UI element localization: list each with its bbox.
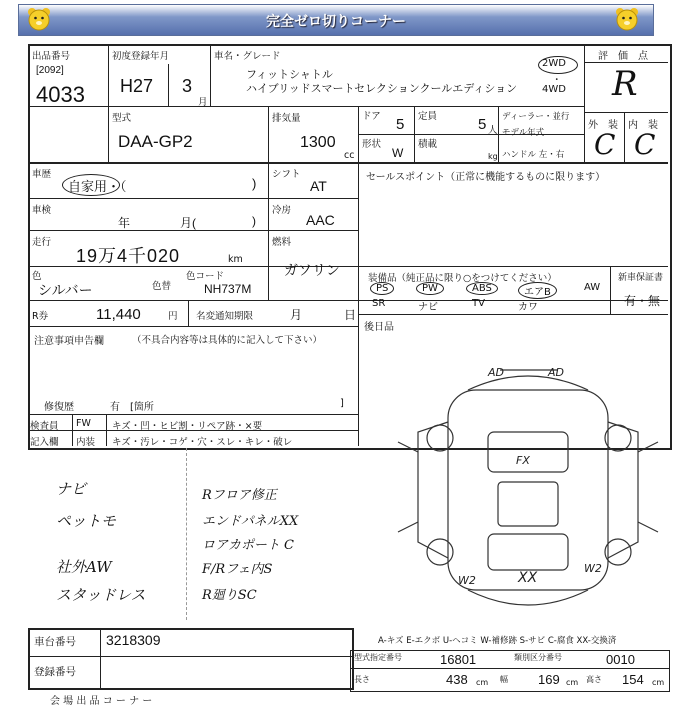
color-code: NH737M bbox=[204, 282, 252, 296]
inspection-year: 年 bbox=[118, 216, 131, 230]
mileage-unit: km bbox=[228, 254, 243, 265]
repair-close: ] bbox=[340, 398, 344, 409]
equipment-item: エアB bbox=[518, 282, 557, 299]
model-name-line1: フィットシャトル bbox=[246, 68, 333, 81]
notice-month: 月 bbox=[290, 308, 303, 322]
notice-day: 日 bbox=[344, 308, 357, 322]
doors-value: 5 bbox=[396, 116, 405, 133]
chassis-value: 3218309 bbox=[106, 632, 161, 648]
repair-label: 修復歴 bbox=[44, 402, 74, 413]
lot-sub: [2092] bbox=[36, 65, 64, 76]
inspection-label: 車検 bbox=[32, 205, 52, 216]
history-close: ) bbox=[252, 176, 257, 191]
equipment-item: PW bbox=[416, 282, 444, 295]
capacity-label: 定員 bbox=[418, 111, 438, 122]
exterior-grade: C bbox=[594, 128, 616, 161]
width-unit: cm bbox=[566, 678, 579, 687]
type-designation-label: 型式指定番号 bbox=[354, 653, 402, 662]
handwritten-note: スタッドレス bbox=[56, 586, 146, 604]
lot-label: 出品番号 bbox=[32, 51, 71, 62]
category-no-value: 0010 bbox=[606, 652, 635, 667]
footer-partial: 会 場 出 品 コ ー ナ ー bbox=[50, 696, 153, 707]
dealer-label: ディーラー・並行 bbox=[502, 112, 570, 122]
handwritten-note: ロアカポート C bbox=[202, 538, 294, 553]
selling-points-label: セールスポイント（正常に機能するものに限ります） bbox=[366, 172, 606, 183]
type-designation-value: 16801 bbox=[440, 652, 477, 667]
entry-label: 記入欄 bbox=[30, 437, 59, 448]
recycle-label: R券 bbox=[32, 311, 49, 322]
model-name-line2: ハイブリッドスマートセレクションクールエディション bbox=[246, 82, 518, 95]
exterior-label: 外 装 bbox=[588, 120, 618, 131]
model-year-label: モデル年式 bbox=[502, 128, 545, 138]
equipment-item: TV bbox=[472, 298, 485, 309]
length-value: 438 bbox=[446, 672, 468, 687]
chassis-label: 車台番号 bbox=[34, 636, 76, 648]
displacement-value: 1300 bbox=[300, 134, 336, 151]
color-swatch-label: 色替 bbox=[152, 281, 172, 292]
diagram-mark: AD bbox=[548, 366, 564, 379]
handwritten-note: 社外AW bbox=[56, 558, 112, 576]
category-no-label: 類別区分番号 bbox=[514, 653, 562, 662]
inspector-label: 検査員 bbox=[30, 421, 59, 432]
height-unit: cm bbox=[652, 678, 665, 687]
width-label: 幅 bbox=[500, 675, 508, 684]
mascot-bear-icon-right bbox=[614, 6, 640, 32]
notes-sub: （不具合内容等は具体的に記入して下さい） bbox=[132, 335, 323, 346]
registration-era-year: H27 bbox=[120, 76, 154, 96]
shape-value: W bbox=[392, 146, 404, 160]
length-unit: cm bbox=[476, 678, 489, 687]
recycle-value: 11,440 bbox=[96, 306, 141, 323]
displacement-label: 排気量 bbox=[272, 113, 301, 124]
inspection-close: ) bbox=[252, 214, 256, 228]
handwritten-note: ペットモ bbox=[56, 512, 117, 530]
mileage-label: 走行 bbox=[32, 237, 52, 248]
cooling-label: 冷房 bbox=[272, 205, 292, 216]
rear-label: 後日品 bbox=[364, 322, 394, 333]
header-banner bbox=[18, 4, 654, 36]
diagram-mark: W2 bbox=[458, 574, 476, 587]
mascot-bear-icon-left bbox=[26, 6, 52, 32]
diagram-mark: XX bbox=[518, 570, 538, 586]
equipment-item: ABS bbox=[466, 282, 498, 295]
inspector-checks: キズ・凹・ヒビ割・リペア跡・×要 bbox=[112, 421, 263, 432]
width-value: 169 bbox=[538, 672, 560, 687]
height-value: 154 bbox=[622, 672, 644, 687]
drive-4wd: 4WD bbox=[542, 84, 566, 95]
grade-label: 評 価 点 bbox=[598, 51, 648, 62]
handwritten-note: Rフロア修正 bbox=[202, 488, 277, 503]
cooling-value: AAC bbox=[306, 212, 335, 228]
inspector-fw: FW bbox=[76, 418, 91, 429]
equipment-item: ナビ bbox=[418, 302, 438, 313]
load-unit: kg bbox=[488, 152, 498, 161]
handwritten-note: R廻りSC bbox=[202, 588, 257, 603]
shift-label: シフト bbox=[272, 169, 301, 180]
interior-grade: C bbox=[634, 128, 656, 161]
diagram-mark: FX bbox=[516, 454, 530, 467]
inspection-month: 月( bbox=[180, 216, 196, 230]
color-code-label: 色コード bbox=[186, 271, 225, 282]
capacity-unit: 人 bbox=[488, 125, 498, 136]
shape-label: 形状 bbox=[362, 139, 382, 150]
mileage-value: 19万4千020 bbox=[76, 246, 181, 266]
warranty-value: 有・無 bbox=[624, 294, 661, 308]
diagram-mark: W2 bbox=[584, 562, 602, 575]
equipment-item: カワ bbox=[518, 302, 538, 313]
interior-label: 内 装 bbox=[628, 120, 658, 131]
header-title: 完全ゼロ切りコーナー bbox=[266, 14, 406, 30]
equipment-item: AW bbox=[584, 282, 601, 293]
repair-value: 有 [箇所 bbox=[110, 402, 154, 413]
displacement-unit: cc bbox=[344, 150, 355, 161]
equipment-item: SR bbox=[372, 298, 386, 309]
registration-month-unit: 月 bbox=[198, 97, 208, 108]
shift-value: AT bbox=[310, 178, 327, 194]
drive-dot: ・ bbox=[552, 75, 562, 86]
notice-label: 名変通知期限 bbox=[196, 311, 254, 322]
diagram-mark: AD bbox=[488, 366, 504, 379]
height-label: 高さ bbox=[586, 675, 602, 684]
doors-label: ドア bbox=[362, 111, 381, 122]
capacity-value: 5 bbox=[478, 116, 487, 133]
registration-label: 初度登録年月 bbox=[112, 51, 170, 62]
fuel-value: ガソリン bbox=[284, 262, 340, 278]
registration-month: 3 bbox=[182, 76, 193, 96]
entry-checks: キズ・汚レ・コゲ・穴・スレ・キレ・破レ bbox=[112, 437, 293, 448]
fuel-label: 燃料 bbox=[272, 237, 292, 248]
history-value: 自家用・（ bbox=[68, 179, 127, 194]
color-label: 色 bbox=[32, 271, 42, 282]
lot-number: 4033 bbox=[36, 82, 85, 107]
equipment-item: PS bbox=[370, 282, 394, 295]
damage-legend: A-キズ E-エクボ U-ヘコミ W-補修跡 S-サビ C-腐食 XX-交換済 bbox=[378, 636, 617, 646]
history-label: 車歴 bbox=[32, 169, 52, 180]
equipment-label: 装備品（純正品に限り○をつけてください） bbox=[368, 273, 557, 284]
model-name-label: 車名・グレード bbox=[214, 51, 281, 62]
grade-value: R bbox=[612, 64, 638, 104]
handle-label: ハンドル 左・右 bbox=[502, 150, 565, 160]
type-label: 型式 bbox=[112, 113, 132, 124]
handwritten-note: F/Rフェ内S bbox=[202, 562, 273, 577]
entry-inner: 内装 bbox=[76, 437, 96, 448]
handwritten-note: エンドパネルXX bbox=[202, 514, 299, 529]
drive-2wd: 2WD bbox=[542, 58, 566, 69]
reg-no-label: 登録番号 bbox=[34, 666, 76, 678]
handwritten-note: ナビ bbox=[56, 480, 87, 498]
damage-diagram bbox=[388, 362, 670, 624]
recycle-unit: 円 bbox=[168, 311, 178, 322]
notes-label: 注意事項申告欄 bbox=[34, 336, 104, 347]
color-value: シルバー bbox=[38, 282, 93, 298]
warranty-label: 新車保証書 bbox=[618, 273, 664, 283]
chassis-table bbox=[28, 628, 354, 690]
length-label: 長さ bbox=[354, 675, 370, 684]
load-label: 積載 bbox=[418, 139, 438, 150]
type-value: DAA-GP2 bbox=[118, 132, 193, 151]
